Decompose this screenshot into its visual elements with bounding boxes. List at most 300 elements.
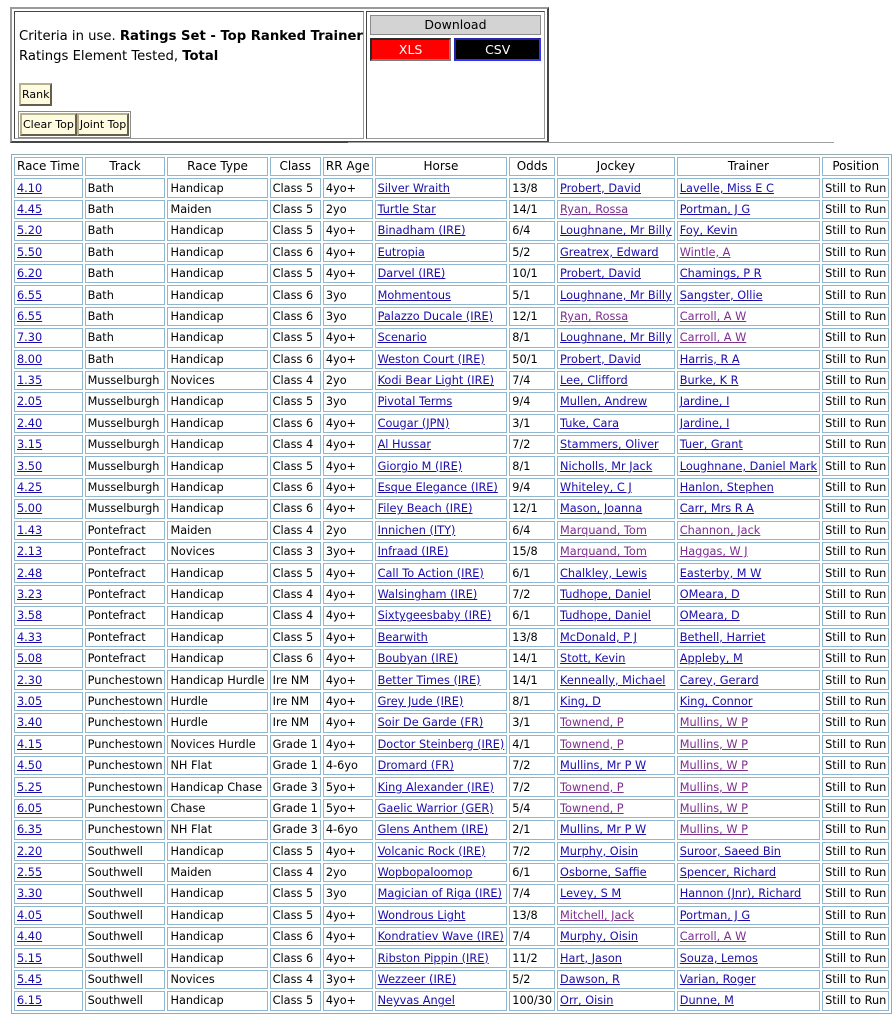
cell-track: Bath [85, 178, 166, 197]
horse-link[interactable]: Wezzeer (IRE) [377, 973, 457, 987]
cell-horse [375, 392, 508, 411]
trainer-link[interactable]: Mullins, W P [679, 737, 748, 751]
race-time-link[interactable]: 3.40 [17, 716, 43, 730]
horse-link[interactable]: Walsingham (IRE) [377, 588, 478, 601]
cell-class: Class 6 [270, 285, 321, 304]
cell-track: Musselburgh [85, 392, 166, 411]
header-horse: Horse [375, 157, 508, 176]
jockey-link[interactable]: Stott, Kevin [560, 652, 626, 666]
race-time-link[interactable]: 5.50 [17, 245, 43, 259]
cell-jockey [557, 692, 675, 711]
trainer-link[interactable]: Foy, Kevin [679, 224, 738, 238]
cell-trainer [677, 563, 820, 582]
trainer-link[interactable]: Mullins, W P [679, 716, 748, 730]
race-time-link[interactable]: 2.30 [17, 673, 43, 687]
race-time-link[interactable]: 2.40 [17, 416, 43, 430]
race-time-link[interactable]: 4.05 [17, 908, 43, 922]
trainer-link[interactable]: Carroll, A W [679, 331, 747, 345]
jockey-link[interactable]: Ryan, Rossa [560, 202, 629, 216]
jockey-link[interactable]: Marquand, Tom [560, 523, 647, 537]
cell-trainer [677, 927, 820, 946]
download-cell [366, 11, 545, 139]
download-csv-button[interactable]: CSV [454, 38, 541, 61]
race-time-link[interactable]: 1.43 [17, 523, 43, 537]
cell-position: Still to Run [822, 243, 889, 262]
jockey-link[interactable]: Orr, Oisin [560, 994, 614, 1008]
cell-odds: 14/1 [509, 670, 555, 689]
cell-race-type: Maiden [167, 200, 267, 219]
race-time-link[interactable]: 5.45 [17, 973, 43, 987]
horse-link[interactable]: Neyvas Angel [377, 994, 455, 1008]
trainer-link[interactable]: Burke, K R [679, 374, 739, 388]
horse-link[interactable]: Call To Action (IRE) [377, 566, 484, 580]
jockey-link[interactable]: Osborne, Saffie [560, 866, 647, 880]
trainer-link[interactable]: Sangster, Ollie [679, 288, 763, 302]
cell-race-time [14, 371, 83, 390]
jockey-link[interactable]: Mason, Joanna [560, 502, 643, 516]
trainer-link[interactable]: Mullins, W P [679, 759, 748, 773]
cell-rr-age: 2yo [323, 863, 373, 882]
jockey-link[interactable]: Murphy, Oisin [560, 930, 639, 944]
cell-odds: 12/1 [509, 499, 555, 518]
race-time-link[interactable]: 6.20 [17, 267, 43, 281]
race-time-link[interactable]: 3.30 [17, 887, 43, 901]
cell-position: Still to Run [822, 606, 889, 625]
horse-link[interactable]: Doctor Steinberg (IRE) [377, 737, 505, 751]
trainer-link[interactable]: Hanlon, Stephen [679, 481, 774, 495]
trainer-link[interactable]: Carey, Gerard [679, 673, 759, 687]
cell-horse [375, 970, 508, 989]
rank-button[interactable]: Rank [19, 83, 52, 106]
race-time-link[interactable]: 4.50 [17, 759, 43, 773]
cell-class: Class 4 [270, 863, 321, 882]
cell-trainer [677, 628, 820, 647]
cell-race-time [14, 414, 83, 433]
cell-jockey [557, 542, 675, 561]
cell-race-time [14, 713, 83, 732]
table-row [14, 264, 889, 283]
jockey-link[interactable]: Murphy, Oisin [560, 844, 639, 858]
criteria-frame [10, 7, 549, 143]
horse-link[interactable]: Al Hussar [377, 438, 432, 452]
cell-class: Class 4 [270, 970, 321, 989]
trainer-link[interactable]: OMeara, D [679, 609, 740, 623]
cell-horse [375, 221, 508, 240]
race-time-link[interactable]: 5.00 [17, 502, 43, 516]
horse-link[interactable]: Turtle Star [377, 202, 436, 216]
cell-jockey [557, 563, 675, 582]
horse-link[interactable]: Glens Anthem (IRE) [377, 823, 489, 837]
jockey-link[interactable]: Levey, S M [560, 887, 622, 901]
table-row [14, 777, 889, 796]
cell-rr-age: 4yo+ [323, 435, 373, 454]
cell-rr-age: 2yo [323, 200, 373, 219]
trainer-link[interactable]: Portman, J G [679, 908, 751, 922]
cell-horse [375, 585, 508, 604]
cell-track: Southwell [85, 884, 166, 903]
cell-odds: 5/1 [509, 285, 555, 304]
horse-link[interactable]: Ribston Pippin (IRE) [377, 951, 489, 965]
jockey-link[interactable]: Marquand, Tom [560, 545, 647, 559]
horse-link[interactable]: Gaelic Warrior (GER) [377, 801, 494, 815]
race-time-link[interactable]: 3.50 [17, 459, 43, 473]
cell-jockey [557, 842, 675, 861]
race-time-link[interactable]: 2.20 [17, 844, 43, 858]
trainer-link[interactable]: Channon, Jack [679, 523, 761, 537]
trainer-link[interactable]: Mullins, W P [679, 780, 748, 794]
trainer-link[interactable]: Carroll, A W [679, 930, 747, 944]
table-row [14, 735, 889, 754]
trainer-link[interactable]: Dunne, M [679, 994, 734, 1008]
horse-link[interactable]: Silver Wraith [377, 181, 450, 195]
table-row [14, 970, 889, 989]
cell-trainer [677, 414, 820, 433]
horse-link[interactable]: Volcanic Rock (IRE) [377, 844, 486, 858]
cell-horse [375, 285, 508, 304]
trainer-link[interactable]: Easterby, M W [679, 566, 762, 580]
cell-class: Grade 1 [270, 756, 321, 775]
cell-track: Bath [85, 285, 166, 304]
table-row [14, 350, 889, 369]
jockey-link[interactable]: Tuke, Cara [560, 416, 620, 430]
cell-trainer [677, 435, 820, 454]
trainer-link[interactable]: Bethell, Harriet [679, 630, 766, 644]
trainer-link[interactable]: Hannon (Jnr), Richard [679, 887, 802, 901]
race-time-link[interactable]: 3.58 [17, 609, 43, 623]
jockey-link[interactable]: Kenneally, Michael [560, 673, 666, 687]
race-time-link[interactable]: 6.15 [17, 994, 43, 1008]
cell-odds: 8/1 [509, 692, 555, 711]
horse-link[interactable]: Kondratiev Wave (IRE) [377, 930, 504, 944]
jockey-link[interactable]: Lee, Clifford [560, 374, 628, 388]
cell-track: Musselburgh [85, 371, 166, 390]
trainer-link[interactable]: Souza, Lemos [679, 951, 758, 965]
cell-trainer [677, 756, 820, 775]
cell-rr-age: 4yo+ [323, 350, 373, 369]
cell-horse [375, 478, 508, 497]
jockey-link[interactable]: Mitchell, Jack [560, 908, 635, 922]
trainer-link[interactable]: Mullins, W P [679, 801, 748, 815]
horse-link[interactable]: Innichen (ITY) [377, 523, 456, 537]
cell-position: Still to Run [822, 371, 889, 390]
cell-trainer [677, 649, 820, 668]
cell-position: Still to Run [822, 350, 889, 369]
cell-race-type: NH Flat [167, 820, 267, 839]
race-time-link[interactable]: 4.33 [17, 630, 43, 644]
race-time-link[interactable]: 1.35 [17, 374, 43, 388]
horse-link[interactable]: Filey Beach (IRE) [377, 502, 473, 516]
trainer-link[interactable]: Portman, J G [679, 202, 751, 216]
table-row [14, 243, 889, 262]
horse-link[interactable]: Better Times (IRE) [377, 673, 481, 687]
jockey-link[interactable]: Probert, David [560, 181, 641, 195]
header-track: Track [85, 157, 166, 176]
race-time-link[interactable]: 3.15 [17, 438, 43, 452]
trainer-link[interactable]: OMeara, D [679, 588, 740, 601]
race-time-link[interactable]: 4.45 [17, 202, 43, 216]
race-time-link[interactable]: 5.20 [17, 224, 43, 238]
cell-class: Class 6 [270, 478, 321, 497]
cell-race-time [14, 285, 83, 304]
header-odds: Odds [509, 157, 555, 176]
jockey-link[interactable]: Greatrex, Edward [560, 245, 659, 259]
cell-horse [375, 563, 508, 582]
cell-class: Grade 1 [270, 735, 321, 754]
jockey-link[interactable]: Whiteley, C J [560, 481, 632, 495]
cell-position: Still to Run [822, 692, 889, 711]
cell-odds: 9/4 [509, 478, 555, 497]
jockey-link[interactable]: Townend, P [560, 716, 624, 730]
cell-position: Still to Run [822, 200, 889, 219]
cell-race-time [14, 756, 83, 775]
cell-class: Class 5 [270, 884, 321, 903]
horse-link[interactable]: Kodi Bear Light (IRE) [377, 374, 495, 388]
cell-race-type: Maiden [167, 863, 267, 882]
table-header-row [14, 157, 889, 176]
cell-horse [375, 264, 508, 283]
download-xls-button[interactable]: XLS [370, 38, 451, 61]
cell-position: Still to Run [822, 435, 889, 454]
horse-link[interactable]: King Alexander (IRE) [377, 780, 494, 794]
race-time-link[interactable]: 5.25 [17, 780, 43, 794]
cell-track: Punchestown [85, 670, 166, 689]
cell-rr-age: 4yo+ [323, 991, 373, 1010]
cell-position: Still to Run [822, 970, 889, 989]
horse-link[interactable]: Bearwith [377, 630, 428, 644]
cell-race-time [14, 799, 83, 818]
header-position: Position [822, 157, 889, 176]
cell-race-type: Handicap [167, 328, 267, 347]
jockey-link[interactable]: Tudhope, Daniel [560, 609, 651, 623]
race-time-link[interactable]: 6.55 [17, 288, 43, 302]
horse-link[interactable]: Infraad (IRE) [377, 545, 449, 559]
cell-position: Still to Run [822, 842, 889, 861]
cell-race-time [14, 563, 83, 582]
trainer-link[interactable]: Jardine, I [679, 395, 730, 409]
jockey-link[interactable]: Townend, P [560, 737, 624, 751]
race-time-link[interactable]: 5.15 [17, 951, 43, 965]
cell-rr-age: 4yo+ [323, 842, 373, 861]
jockey-link[interactable]: Loughnane, Mr Billy [560, 288, 672, 302]
jockey-link[interactable]: Townend, P [560, 801, 624, 815]
jockey-link[interactable]: Hart, Jason [560, 951, 622, 965]
trainer-link[interactable]: Chamings, P R [679, 267, 762, 281]
criteria-line2-prefix: Ratings Element Tested, [19, 49, 179, 64]
horse-link[interactable]: Wopbopaloomop [377, 866, 473, 880]
trainer-link[interactable]: Wintle, A [679, 245, 731, 259]
cell-position: Still to Run [822, 563, 889, 582]
cell-race-type: Handicap [167, 414, 267, 433]
cell-track: Southwell [85, 948, 166, 967]
horse-link[interactable]: Esque Elegance (IRE) [377, 481, 498, 495]
joint-top-button[interactable]: Joint Top [77, 113, 129, 136]
cell-rr-age: 4yo+ [323, 628, 373, 647]
trainer-link[interactable]: Carr, Mrs R A [679, 502, 754, 516]
race-time-link[interactable]: 3.23 [17, 588, 43, 601]
cell-track: Bath [85, 243, 166, 262]
trainer-link[interactable]: Haggas, W J [679, 545, 748, 559]
table-row [14, 906, 889, 925]
jockey-link[interactable]: Townend, P [560, 780, 624, 794]
horse-link[interactable]: Binadham (IRE) [377, 224, 466, 238]
race-time-link[interactable]: 4.15 [17, 737, 43, 751]
cell-odds: 2/1 [509, 820, 555, 839]
horse-link[interactable]: Sixtygeesbaby (IRE) [377, 609, 492, 623]
jockey-link[interactable]: Dawson, R [560, 973, 620, 987]
cell-horse [375, 735, 508, 754]
horse-link[interactable]: Darvel (IRE) [377, 267, 446, 281]
cell-jockey [557, 585, 675, 604]
jockey-link[interactable]: Chalkley, Lewis [560, 566, 647, 580]
table-row [14, 585, 889, 604]
jockey-link[interactable]: King, D [560, 694, 601, 708]
jockey-link[interactable]: Loughnane, Mr Billy [560, 224, 672, 238]
jockey-link[interactable]: Probert, David [560, 267, 641, 281]
cell-position: Still to Run [822, 777, 889, 796]
cell-horse [375, 606, 508, 625]
race-time-link[interactable]: 4.25 [17, 481, 43, 495]
cell-track: Punchestown [85, 820, 166, 839]
race-time-link[interactable]: 6.35 [17, 823, 43, 837]
horse-link[interactable]: Boubyan (IRE) [377, 652, 459, 666]
trainer-link[interactable]: King, Connor [679, 694, 753, 708]
cell-jockey [557, 264, 675, 283]
race-time-link[interactable]: 2.13 [17, 545, 43, 559]
jockey-link[interactable]: Tudhope, Daniel [560, 588, 651, 601]
trainer-link[interactable]: Tuer, Grant [679, 438, 743, 452]
table-row [14, 328, 889, 347]
cell-track: Punchestown [85, 777, 166, 796]
horse-link[interactable]: Eutropia [377, 245, 425, 259]
trainer-link[interactable]: Mullins, W P [679, 823, 748, 837]
cell-trainer [677, 456, 820, 475]
jockey-link[interactable]: Stammers, Oliver [560, 438, 659, 452]
race-time-link[interactable]: 2.55 [17, 866, 43, 880]
cell-position: Still to Run [822, 670, 889, 689]
cell-rr-age: 4yo+ [323, 606, 373, 625]
cell-position: Still to Run [822, 927, 889, 946]
cell-odds: 11/2 [509, 948, 555, 967]
jockey-link[interactable]: Mullins, Mr P W [560, 823, 647, 837]
cell-rr-age: 4yo+ [323, 906, 373, 925]
table-row [14, 371, 889, 390]
clear-top-button[interactable]: Clear Top [20, 113, 77, 136]
cell-odds: 6/4 [509, 221, 555, 240]
trainer-link[interactable]: Loughnane, Daniel Mark [679, 459, 818, 473]
cell-race-time [14, 606, 83, 625]
cell-rr-age: 4yo+ [323, 221, 373, 240]
cell-jockey [557, 777, 675, 796]
race-time-link[interactable]: 3.05 [17, 694, 43, 708]
jockey-link[interactable]: Ryan, Rossa [560, 309, 629, 323]
race-time-link[interactable]: 8.00 [17, 352, 43, 366]
table-row [14, 799, 889, 818]
trainer-link[interactable]: Spencer, Richard [679, 866, 777, 880]
horse-link[interactable]: Weston Court (IRE) [377, 352, 485, 366]
cell-odds: 10/1 [509, 264, 555, 283]
cell-race-time [14, 499, 83, 518]
race-time-link[interactable]: 4.10 [17, 181, 43, 195]
jockey-link[interactable]: Loughnane, Mr Billy [560, 331, 672, 345]
cell-race-type: Novices Hurdle [167, 735, 267, 754]
cell-odds: 50/1 [509, 350, 555, 369]
jockey-link[interactable]: Mullins, Mr P W [560, 759, 647, 773]
download-title: Download [370, 15, 541, 35]
cell-odds: 3/1 [509, 713, 555, 732]
cell-race-type: Handicap [167, 285, 267, 304]
trainer-link[interactable]: Lavelle, Miss E C [679, 181, 774, 195]
race-time-link[interactable]: 6.55 [17, 309, 43, 323]
horse-link[interactable]: Mohmentous [377, 288, 451, 302]
cell-race-type: Handicap [167, 906, 267, 925]
cell-trainer [677, 713, 820, 732]
table-body [14, 178, 889, 1010]
trainer-link[interactable]: Appleby, M [679, 652, 743, 666]
cell-jockey [557, 927, 675, 946]
jockey-link[interactable]: Probert, David [560, 352, 641, 366]
cell-horse [375, 178, 508, 197]
cell-position: Still to Run [822, 328, 889, 347]
cell-race-type: Handicap [167, 649, 267, 668]
horse-link[interactable]: Palazzo Ducale (IRE) [377, 309, 494, 323]
cell-horse [375, 628, 508, 647]
race-time-link[interactable]: 7.30 [17, 331, 43, 345]
jockey-link[interactable]: Nicholls, Mr Jack [560, 459, 653, 473]
trainer-link[interactable]: Suroor, Saeed Bin [679, 844, 781, 858]
cell-rr-age: 4yo+ [323, 927, 373, 946]
jockey-link[interactable]: McDonald, P J [560, 630, 637, 644]
cell-race-type: Hurdle [167, 713, 267, 732]
race-time-link[interactable]: 4.40 [17, 930, 43, 944]
cell-trainer [677, 606, 820, 625]
jockey-link[interactable]: Mullen, Andrew [560, 395, 648, 409]
cell-race-time [14, 221, 83, 240]
cell-jockey [557, 307, 675, 326]
trainer-link[interactable]: Varian, Roger [679, 973, 756, 987]
table-row [14, 927, 889, 946]
horse-link[interactable]: Magician of Riga (IRE) [377, 887, 502, 901]
race-time-link[interactable]: 2.48 [17, 566, 43, 580]
horse-link[interactable]: Soir De Garde (FR) [377, 716, 484, 730]
cell-race-time [14, 435, 83, 454]
cell-track: Musselburgh [85, 414, 166, 433]
cell-odds: 14/1 [509, 200, 555, 219]
trainer-link[interactable]: Harris, R A [679, 352, 740, 366]
cell-track: Bath [85, 221, 166, 240]
cell-trainer [677, 243, 820, 262]
race-time-link[interactable]: 6.05 [17, 801, 43, 815]
cell-horse [375, 456, 508, 475]
horse-link[interactable]: Pivotal Terms [377, 395, 453, 409]
horse-link[interactable]: Wondrous Light [377, 908, 466, 922]
cell-class: Class 4 [270, 371, 321, 390]
horse-link[interactable]: Grey Jude (IRE) [377, 694, 464, 708]
cell-rr-age: 3yo [323, 392, 373, 411]
cell-odds: 7/4 [509, 884, 555, 903]
cell-class: Class 5 [270, 906, 321, 925]
cell-race-time [14, 820, 83, 839]
cell-jockey [557, 456, 675, 475]
horse-link[interactable]: Giorgio M (IRE) [377, 459, 463, 473]
horse-link[interactable]: Cougar (JPN) [377, 416, 450, 430]
race-time-link[interactable]: 5.08 [17, 652, 43, 666]
race-time-link[interactable]: 2.05 [17, 395, 43, 409]
cell-race-type: NH Flat [167, 756, 267, 775]
trainer-link[interactable]: Carroll, A W [679, 309, 747, 323]
horse-link[interactable]: Scenario [377, 331, 427, 345]
horse-link[interactable]: Dromard (FR) [377, 759, 454, 773]
trainer-link[interactable]: Jardine, I [679, 416, 730, 430]
